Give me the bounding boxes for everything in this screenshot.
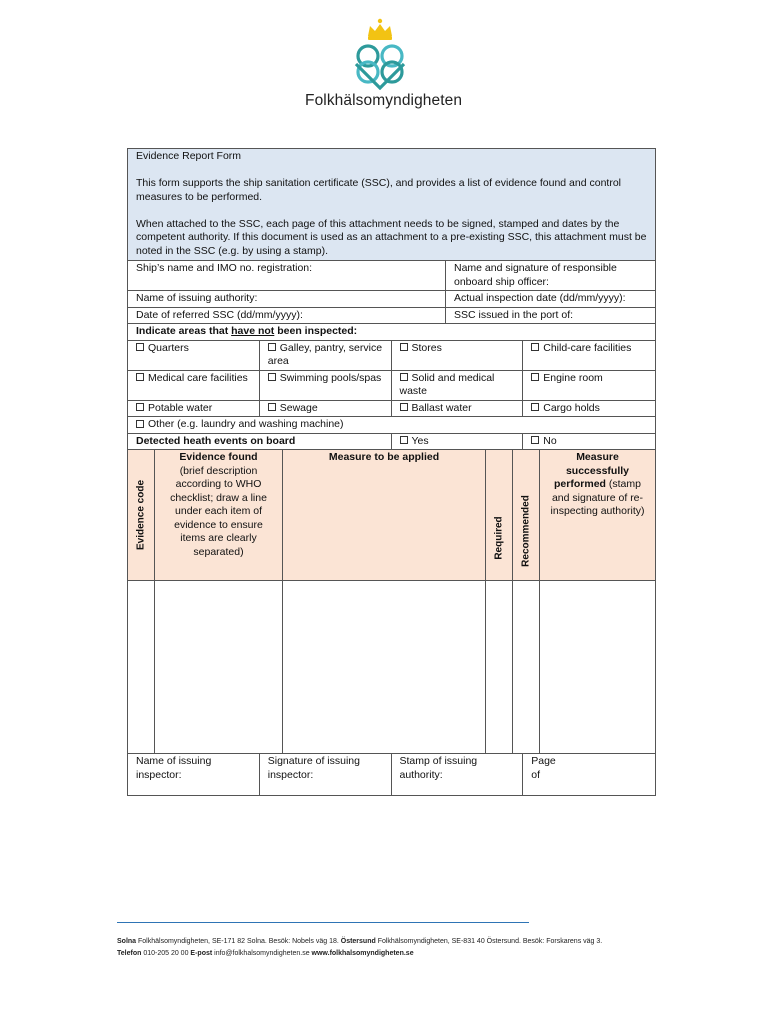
issuing-authority-field[interactable]: Name of issuing authority: (128, 291, 446, 307)
checkbox-icon (136, 373, 144, 381)
checkbox-icon (136, 343, 144, 351)
evidence-body-row (127, 581, 656, 754)
checkbox-icon (400, 373, 408, 381)
officer-field[interactable]: Name and signature of responsible onboard ship officer: (454, 262, 617, 288)
area-potable-water-checkbox[interactable]: Potable water (128, 401, 260, 417)
checkbox-icon (531, 343, 539, 351)
health-events-row (127, 434, 656, 451)
area-childcare-checkbox[interactable]: Child-care facilities (523, 341, 655, 370)
measure-success-cell[interactable] (540, 581, 655, 753)
evidence-code-header: Evidence code (128, 450, 155, 580)
checkbox-icon (268, 373, 276, 381)
checkbox-icon (400, 343, 408, 351)
crown-heart-logo-icon (348, 18, 412, 90)
measure-success-header: Measure successfully performed (stamp and signature of re-inspecting authority) (550, 451, 645, 517)
checkbox-icon (268, 403, 276, 411)
checkbox-icon (400, 436, 408, 444)
areas-row-2 (127, 371, 656, 401)
authority-stamp-field[interactable]: Stamp of issuing authority: (392, 754, 524, 795)
area-engine-room-checkbox[interactable]: Engine room (523, 371, 655, 400)
inspection-date-field[interactable]: Actual inspection date (dd/mm/yyyy): (454, 292, 626, 304)
ship-row (127, 261, 656, 291)
ssc-port-field[interactable]: SSC issued in the port of: (454, 308, 574, 321)
form-title: Evidence Report Form (136, 150, 242, 162)
footer (117, 936, 717, 960)
evidence-found-cell[interactable] (155, 581, 283, 753)
inspector-signature-field[interactable]: Signature of issuing inspector: (260, 754, 392, 795)
evidence-code-cell[interactable] (128, 581, 155, 753)
area-quarters-checkbox[interactable]: Quarters (128, 341, 260, 370)
footer-contact: Telefon 010-205 20 00 E-post info@folkhalsomyndigheten.se www.folkhalsomyndigheten.se (117, 950, 414, 957)
area-medical-care-checkbox[interactable]: Medical care facilities (128, 371, 260, 400)
area-stores-checkbox[interactable]: Stores (392, 341, 524, 370)
area-other-checkbox[interactable]: Other (e.g. laundry and washing machine) (128, 417, 655, 433)
health-events-no-checkbox[interactable]: No (523, 434, 655, 450)
inspector-name-field[interactable]: Name of issuing inspector: (128, 754, 260, 795)
recommended-cell[interactable] (513, 581, 540, 753)
health-events-yes-checkbox[interactable]: Yes (392, 434, 524, 450)
required-header: Required (486, 450, 513, 580)
checkbox-icon (531, 403, 539, 411)
website-link[interactable]: www.folkhalsomyndigheten.se (311, 950, 414, 957)
footer-divider (117, 922, 529, 923)
authority-row (127, 291, 656, 308)
intro-section (127, 148, 656, 261)
area-galley-checkbox[interactable]: Galley, pantry, service area (260, 341, 392, 370)
area-swimming-checkbox[interactable]: Swimming pools/spas (260, 371, 392, 400)
evidence-report-form (127, 148, 656, 796)
checkbox-icon (531, 373, 539, 381)
page-number-field[interactable]: Page of (531, 755, 556, 781)
ssc-row (127, 308, 656, 325)
area-cargo-holds-checkbox[interactable]: Cargo holds (523, 401, 655, 417)
areas-heading: Indicate areas that have not been inspected: (136, 325, 358, 337)
recommended-header: Recommended (513, 450, 540, 580)
checkbox-icon (268, 343, 276, 351)
evidence-header-row (127, 450, 656, 581)
checkbox-icon (400, 403, 408, 411)
measure-cell[interactable] (283, 581, 486, 753)
required-cell[interactable] (486, 581, 513, 753)
intro-paragraph-1: This form supports the ship sanitation certificate (SSC), and provides a list of evidence found and control measures to be performed. (136, 177, 621, 203)
area-ballast-water-checkbox[interactable]: Ballast water (392, 401, 524, 417)
agency-name: Folkhälsomyndigheten (305, 92, 463, 109)
area-waste-checkbox[interactable]: Solid and medical waste (392, 371, 524, 400)
health-events-label: Detected heath events on board (128, 434, 392, 450)
areas-row-1 (127, 341, 656, 371)
signature-row (127, 754, 656, 796)
areas-heading-row (127, 324, 656, 341)
checkbox-icon (136, 403, 144, 411)
measure-header: Measure to be applied (283, 450, 486, 580)
evidence-found-header: Evidence found (brief description according to WHO checklist; draw a line under each item of evidence to ensure items are clearly separated) (155, 450, 283, 580)
checkbox-icon (136, 420, 144, 428)
area-sewage-checkbox[interactable]: Sewage (260, 401, 392, 417)
areas-row-3 (127, 401, 656, 418)
areas-other-row (127, 417, 656, 434)
agency-logo (300, 18, 463, 113)
referred-ssc-field[interactable]: Date of referred SSC (dd/mm/yyyy): (128, 308, 446, 324)
checkbox-icon (531, 436, 539, 444)
ship-name-field[interactable]: Ship’s name and IMO no. registration: (128, 261, 446, 290)
intro-paragraph-2: When attached to the SSC, each page of this attachment needs to be signed, stamped and dates by the competent authority. If this document is used as an attachment to a pre-existing SSC, this attachment must be noted in the SSC (e.g. by using a stamp). (136, 217, 647, 257)
footer-addresses: Solna Folkhälsomyndigheten, SE-171 82 Solna. Besök: Nobels väg 18. Östersund Folkhälsomyndigheten, SE-831 40 Östersund. Besök: Forskarens väg 3. (117, 938, 603, 945)
